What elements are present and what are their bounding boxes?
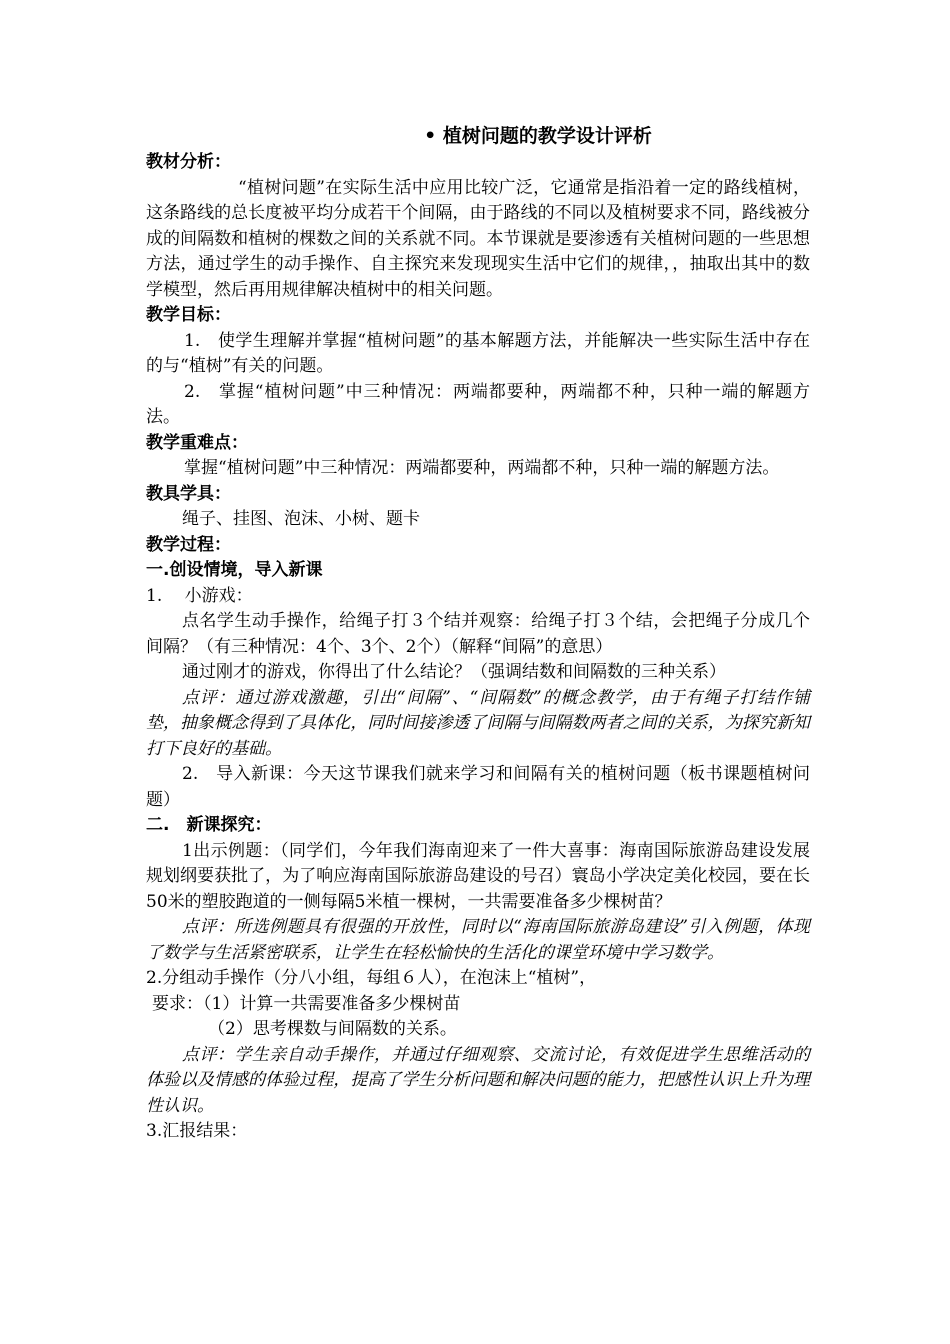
part2-heading: 二. 新课探究： bbox=[146, 815, 272, 835]
goal-item-2: 2. 掌握“植树问题”中三种情况：两端都要种，两端都不种，只种一端的解题方法。 bbox=[146, 381, 810, 427]
part1-paragraph: 点名学生动手操作，给绳子打３个结并观察：给绳子打３个结，会把绳子分成几个间隔？（有三种情况：4个、3个、2个）（解释“间隔”的意思） bbox=[146, 611, 810, 657]
report-results: 3.汇报结果： bbox=[146, 1121, 248, 1141]
key-points-heading: 教学重难点： bbox=[146, 432, 248, 453]
tools-heading: 教具学具： bbox=[146, 483, 231, 504]
part1-comment: 点评：通过游戏激趣，引出“间隔”、“间隔数”的概念教学，由于有绳子打结作铺垫，抽象概念得到了具体化，同时间接渗透了间隔与间隔数两者之间的关系，为探究新知打下良好的基础。 bbox=[146, 687, 810, 759]
group-activity: 2.分组动手操作（分八小组，每组６人），在泡沫上“植树”， bbox=[146, 968, 597, 988]
document-page bbox=[146, 122, 810, 1145]
example-paragraph: 1出示例题：（同学们，今年我们海南迎来了一件大喜事：海南国际旅游岛建设发展规划纲要获批了，为了响应海南国际旅游岛建设的号召）寰岛小学决定美化校园，要在长50米的塑胶跑道的一侧每隔5米植一棵树，一共需要准备多少棵树苗？ bbox=[146, 840, 810, 912]
key-points-text: 掌握“植树问题”中三种情况：两端都要种，两端都不种，只种一端的解题方法。 bbox=[184, 458, 780, 478]
part1-heading: 一.创设情境，导入新课 bbox=[146, 560, 323, 580]
group-comment: 点评：学生亲自动手操作，并通过仔细观察、交流讨论，有效促进学生思维活动的体验以及情感的体验过程，提高了学生分析问题和解决问题的能力，把感性认识上升为理性认识。 bbox=[146, 1044, 810, 1116]
tools-text: 绳子、挂图、泡沫、小树、题卡 bbox=[182, 509, 420, 529]
analysis-paragraph: “植树问题”在实际生活中应用比较广泛，它通常是指沿着一定的路线植树，这条路线的总长度被平均分成若干个间隔，由于路线的不同以及植树要求不同，路线被分成的间隔数和植树的棵数之间的关系就不同。本节课就是要渗透有关植树问题的一些思想方法，通过学生的动手操作、自主探究来发现现实生活中它们的规律，，抽取出其中的数学模型，然后再用规律解决植树中的相关问题。 bbox=[146, 177, 810, 300]
requirement-2: （2）思考棵数与间隔数的关系。 bbox=[208, 1019, 457, 1039]
goals-heading: 教学目标： bbox=[146, 305, 231, 325]
analysis-heading: 教材分析： bbox=[146, 152, 231, 172]
goal-item-1: 1. 使学生理解并掌握“植树问题”的基本解题方法，并能解决一些实际生活中存在的与“植树”有关的问题。 bbox=[146, 330, 810, 376]
document-title: • 植树问题的教学设计评析 bbox=[424, 125, 652, 147]
part1-item-1: 1. 小游戏： bbox=[146, 585, 253, 606]
requirement-1: 要求：（1）计算一共需要准备多少棵树苗 bbox=[152, 993, 461, 1014]
part1-item-2: 2. 导入新课：今天这节课我们就来学习和间隔有关的植树问题（板书课题植树问题） bbox=[146, 764, 810, 810]
process-heading: 教学过程： bbox=[146, 534, 231, 555]
part1-question: 通过刚才的游戏，你得出了什么结论？（强调结数和间隔数的三种关系） bbox=[182, 662, 726, 682]
example-comment: 点评：所选例题具有很强的开放性，同时以“海南国际旅游岛建设”引入例题，体现了数学与生活紧密联系，让学生在轻松愉快的生活化的课堂环境中学习数学。 bbox=[146, 917, 810, 963]
